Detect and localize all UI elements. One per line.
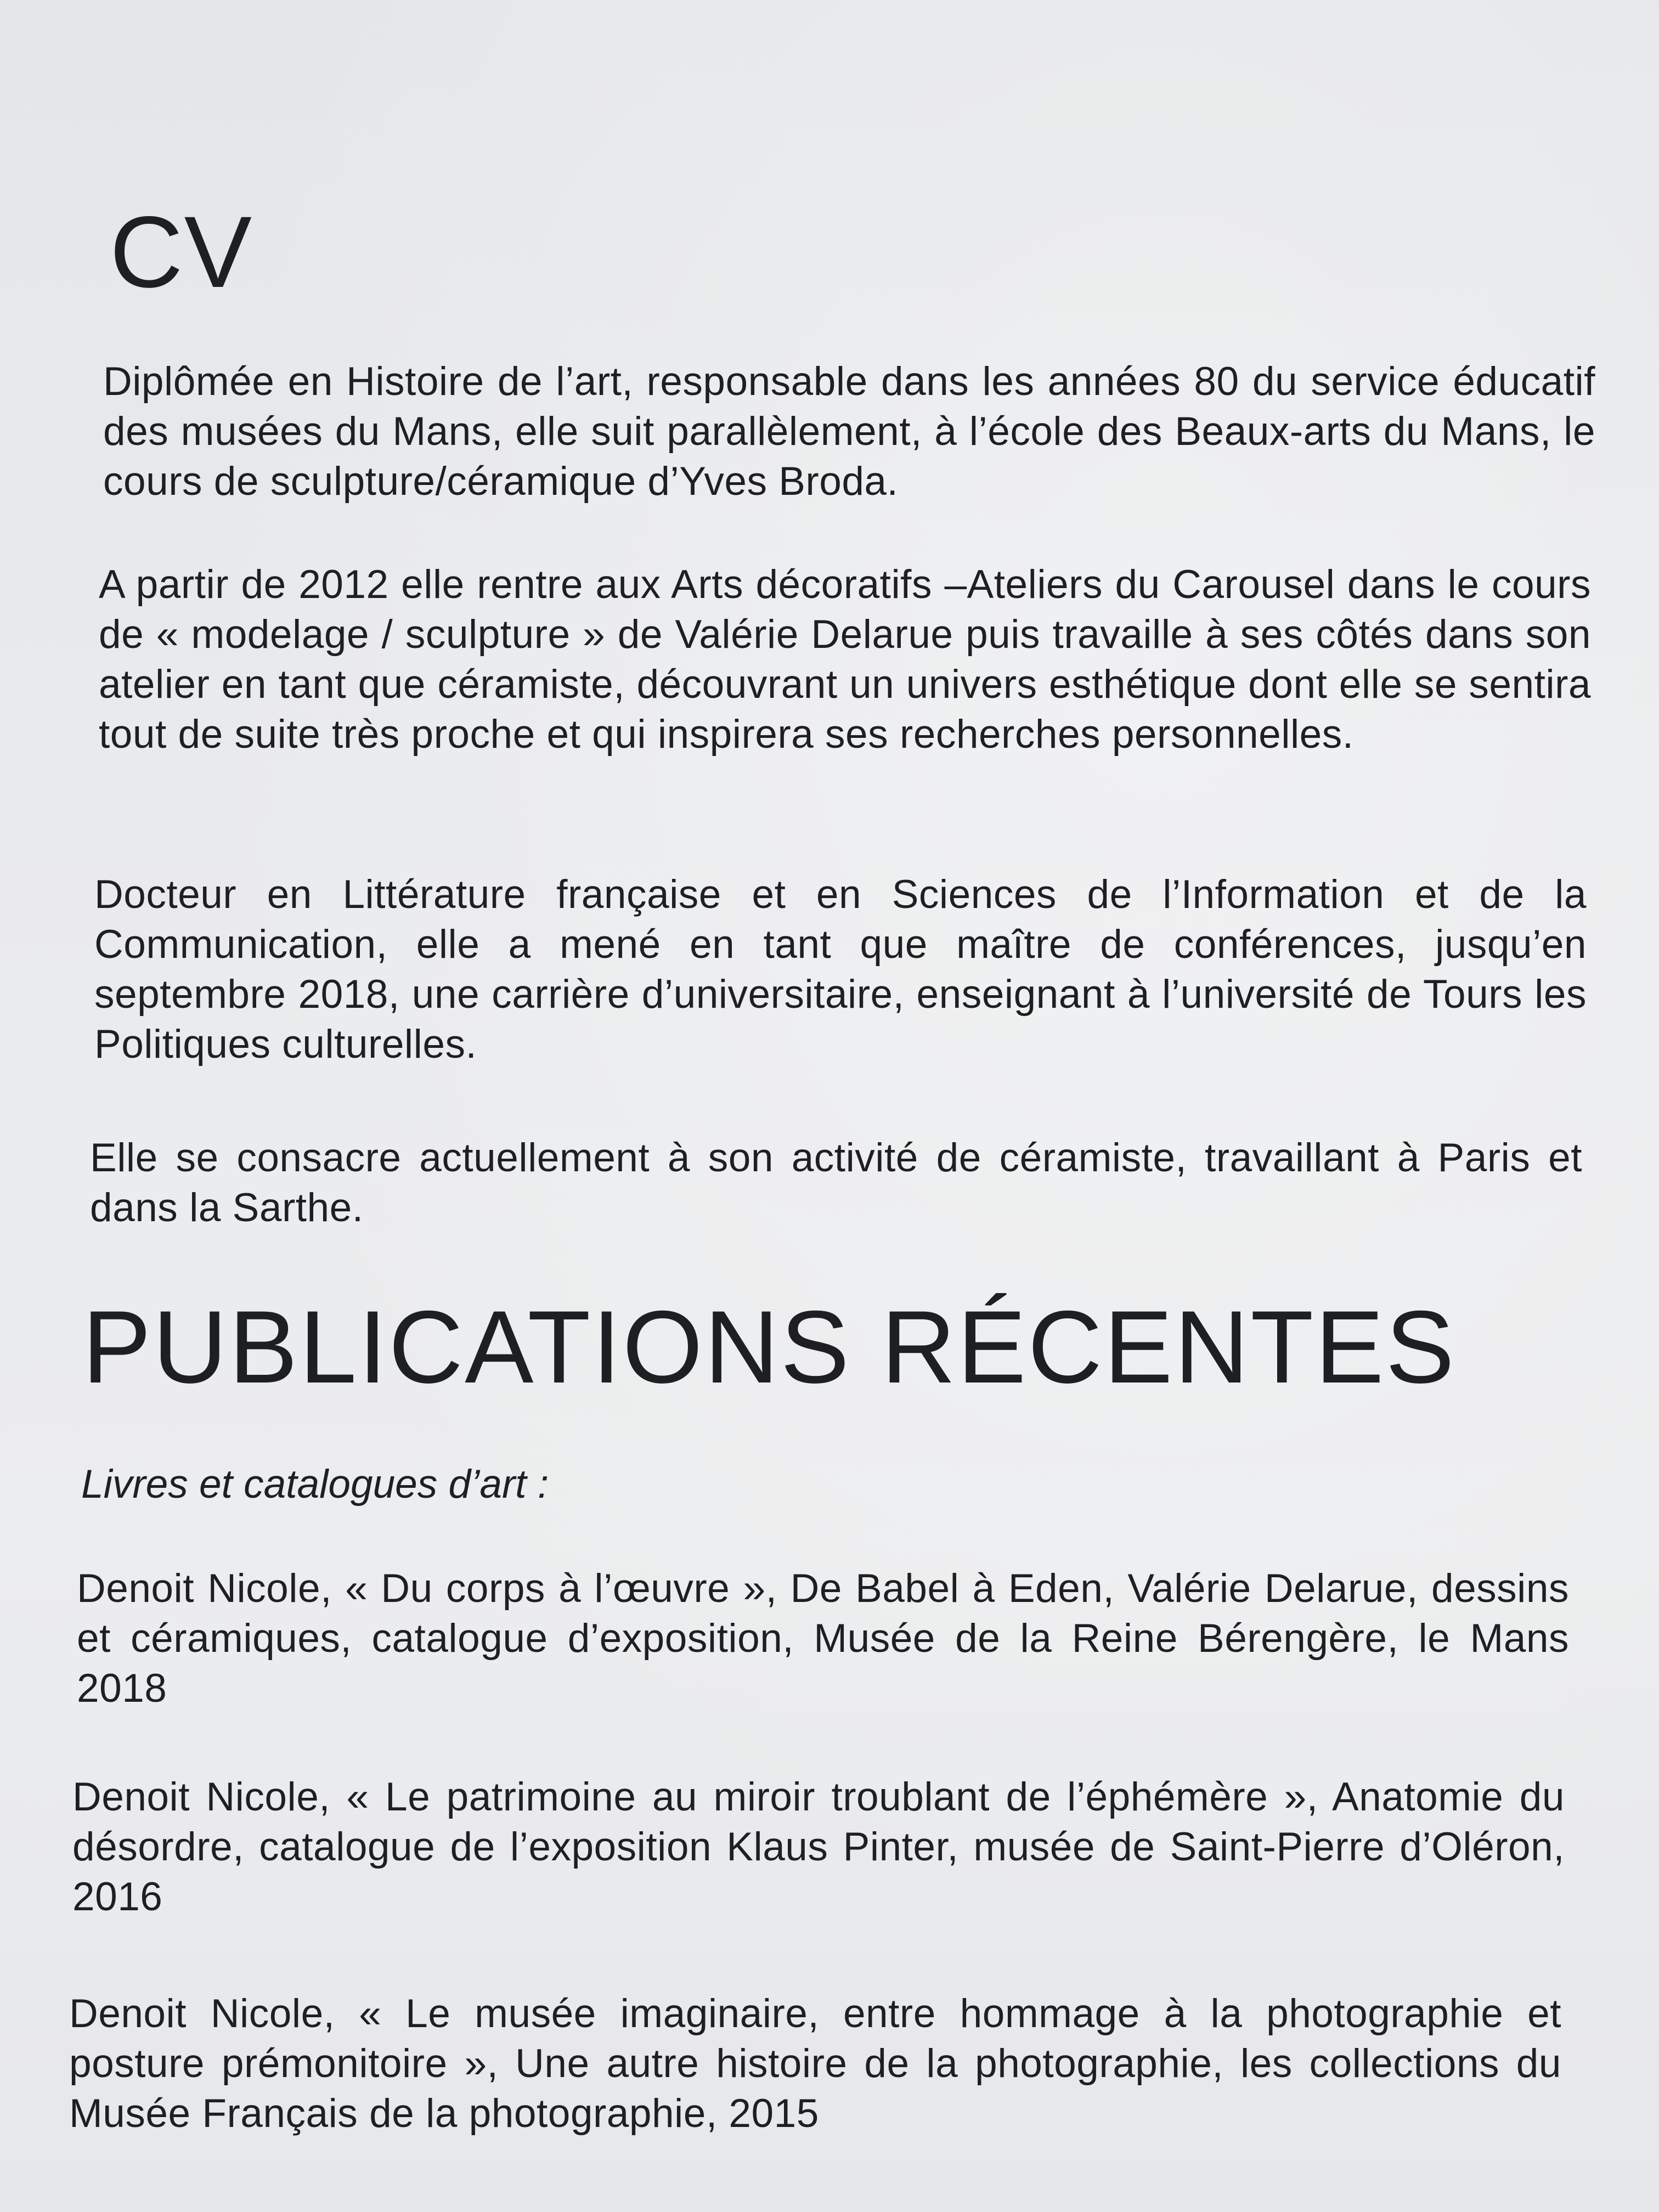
cv-heading: CV (110, 196, 253, 309)
publication-entry: Denoit Nicole, « Le musée imaginaire, entre hommage à la photographie et posture prémonitoire », Une autre histoire de la photographie, les collections du Musée Français de la photographie, 2015 (69, 1991, 1561, 2136)
cv-paragraph-current-activity: Elle se consacre actuellement à son activité de céramiste, travaillant à Paris et dans la Sarthe. (90, 1136, 1582, 1230)
publication-entry: Denoit Nicole, « Le patrimoine au miroir troublant de l’éphémère », Anatomie du désordre, catalogue de l’exposition Klaus Pinter, musée de Saint-Pierre d’Oléron, 2016 (72, 1775, 1565, 1919)
cv-paragraph-education: Diplômée en Histoire de l’art, responsable dans les années 80 du service éducatif des musées du Mans, elle suit parallèlement, à l’école des Beaux-arts du Mans, le cours de sculpture/céramique d’Yves Broda. (103, 359, 1595, 504)
publications-subheading: Livres et catalogues d’art : (81, 1462, 549, 1506)
cv-paragraph-academic-career: Docteur en Littérature française et en Sciences de l’Information et de la Communication, elle a mené en tant que maître de conférences, jusqu’en septembre 2018, une carrière d’universitaire, enseignant à l’université de Tours les Politiques culturelles. (94, 872, 1587, 1066)
publications-heading: PUBLICATIONS RÉCENTES (82, 1289, 1456, 1404)
publication-entry: Denoit Nicole, « Du corps à l’œuvre », De Babel à Eden, Valérie Delarue, dessins et céramiques, catalogue d’exposition, Musée de la Reine Bérengère, le Mans 2018 (77, 1566, 1569, 1711)
cv-paragraph-ceramics-training: A partir de 2012 elle rentre aux Arts décoratifs –Ateliers du Carousel dans le cours de « modelage / sculpture » de Valérie Delarue puis travaille à ses côtés dans son atelier en tant que céramiste, découvrant un univers esthétique dont elle se sentira tout de suite très proche et qui inspirera ses recherches personnelles. (99, 562, 1591, 757)
